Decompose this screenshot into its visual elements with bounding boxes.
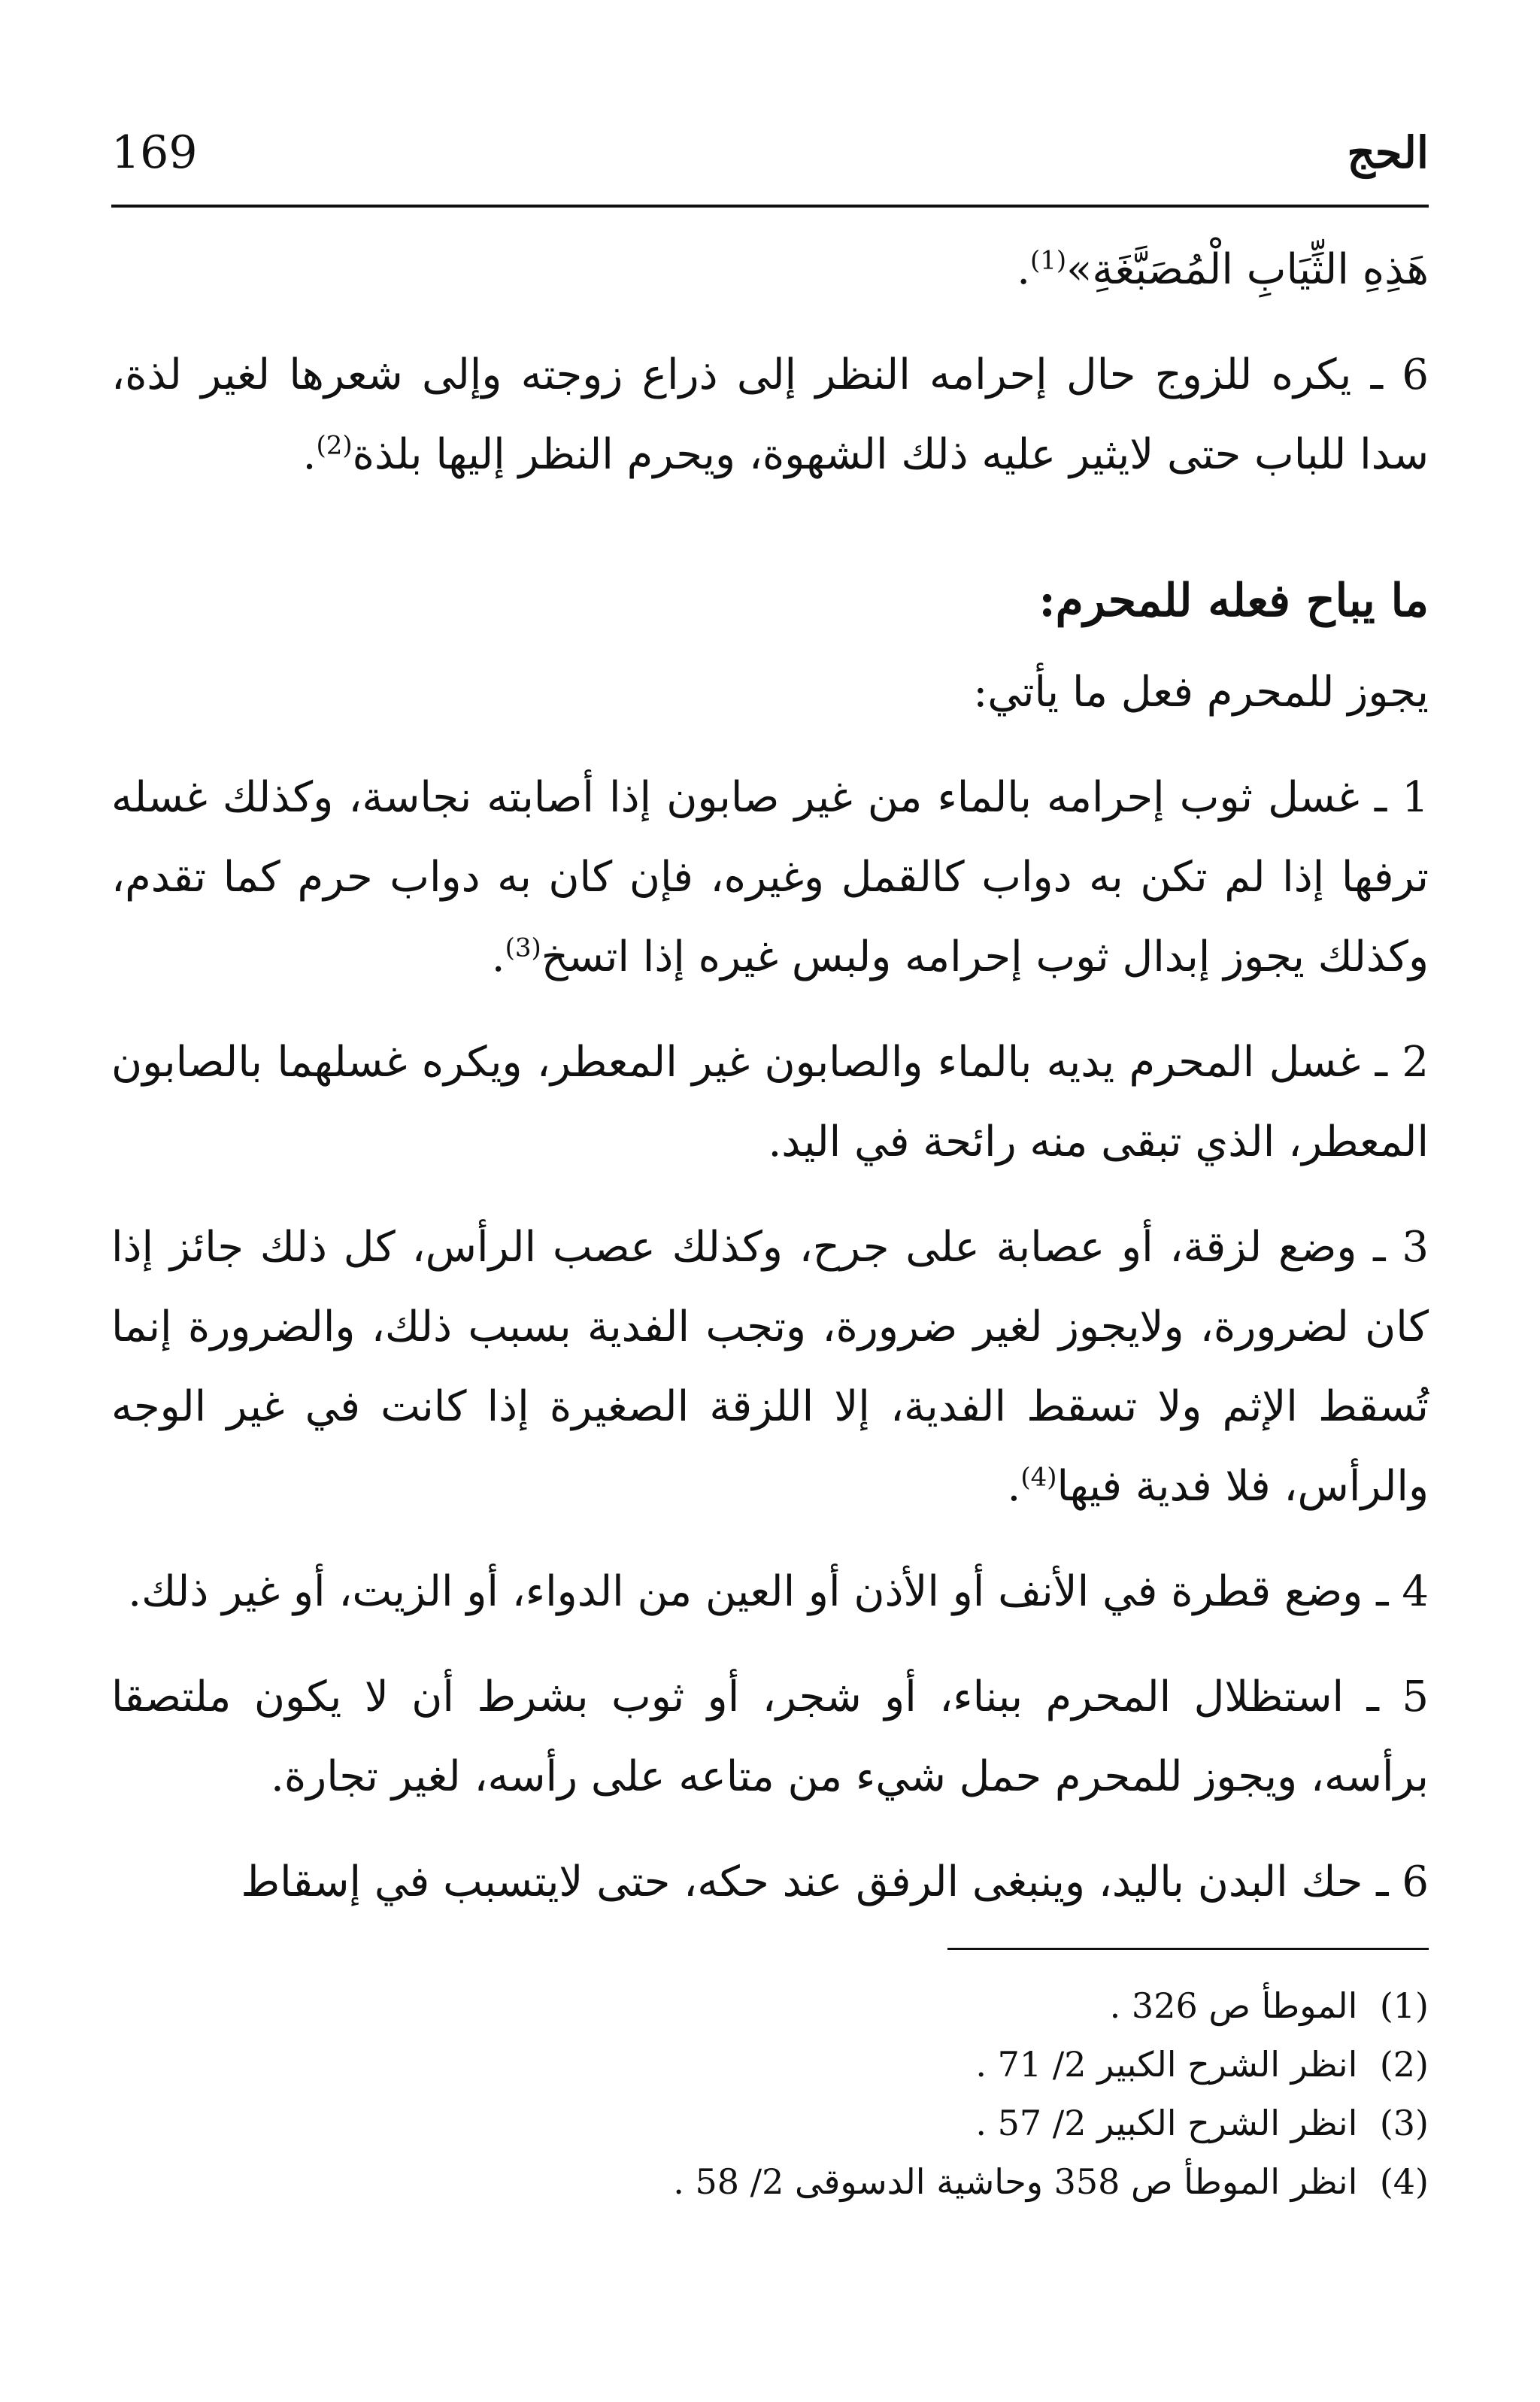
footnote-text: انظر الموطأ ص 358 وحاشية الدسوقى 2/ 58 .: [673, 2161, 1358, 2202]
item-1-end: .: [491, 933, 505, 981]
footnote-number: (4): [1379, 2161, 1429, 2202]
continuation-paragraph: [111, 230, 1429, 310]
intro-paragraph: يجوز للمحرم فعل ما يأتي:: [973, 668, 1429, 717]
footnotes-list: [111, 1976, 1429, 2211]
footnote-item: [111, 2035, 1429, 2094]
item-3-paragraph: [111, 1208, 1429, 1527]
continuation-text: هَذِهِ الثِّيَابِ الْمُصَبَّغَةِ»: [1066, 245, 1429, 294]
footnote-text: انظر الشرح الكبير 2/ 57 .: [975, 2103, 1358, 2143]
footnote-ref-1: (1): [1030, 245, 1067, 276]
item-5-paragraph: 5 ـ استظلال المحرم ببناء، أو شجر، أو ثوب بشرط أن لا يكون ملتصقا برأسه، ويجوز للمحرم حمل شيء من متاعه على رأسه، لغير تجارة.: [111, 1673, 1429, 1801]
item-3-text: 3 ـ وضع لزقة، أو عصابة على جرح، وكذلك عصب الرأس، كل ذلك جائز إذا كان لضرورة، ولايجوز لغير ضرورة، وتجب الفدية بسبب ذلك، والضرورة إنما تُسقط الإثم ولا تسقط الفدية، إلا اللزقة الصغيرة إذا كانت في غير الوجه والرأس، فلا فدية فيها: [111, 1223, 1429, 1511]
item-6-paragraph: 6 ـ حك البدن باليد، وينبغى الرفق عند حكه، حتى لايتسبب في إسقاط: [241, 1858, 1429, 1906]
footnote-number: (3): [1379, 2103, 1429, 2143]
footnote-number: (1): [1379, 1985, 1429, 2026]
item-1-text: 1 ـ غسل ثوب إحرامه بالماء من غير صابون إذا أصابته نجاسة، وكذلك غسله ترفها إذا لم تكن به دواب كالقمل وغيره، فإن كان به دواب حرم كما تقدم، وكذلك يجوز إبدال ثوب إحرامه ولبس غيره إذا اتسخ: [111, 773, 1429, 981]
footnote-text: الموطأ ص 326 .: [1109, 1985, 1358, 2026]
paragraph-6-text: 6 ـ يكره للزوج حال إحرامه النظر إلى ذراع زوجته وإلى شعرها لغير لذة، سدا للباب حتى لايثير عليه ذلك الشهوة، ويحرم النظر إليها بلذة: [111, 350, 1429, 479]
page-number: 169: [111, 126, 198, 179]
footnote-ref-2: (2): [316, 430, 353, 461]
header-rule: [111, 205, 1429, 208]
footnote-item: [111, 2094, 1429, 2152]
footnote-ref-3: (3): [505, 933, 541, 963]
footnote-item: [111, 2152, 1429, 2211]
continuation-end: .: [1017, 245, 1030, 294]
footnote-item: [111, 1976, 1429, 2035]
section-heading: ما يباح فعله للمحرم:: [1038, 575, 1429, 627]
paragraph-6-end: .: [302, 430, 317, 479]
running-head: الحج: [1347, 127, 1429, 178]
footnote-ref-4: (4): [1020, 1462, 1057, 1493]
item-3-end: .: [1007, 1462, 1021, 1511]
paragraph-6-spouse: [111, 335, 1429, 495]
item-1-paragraph: [111, 758, 1429, 997]
item-2-paragraph: 2 ـ غسل المحرم يديه بالماء والصابون غير المعطر، ويكره غسلهما بالصابون المعطر، الذي تبقى منه رائحة في اليد.: [111, 1038, 1429, 1166]
footnote-text: انظر الشرح الكبير 2/ 71 .: [975, 2044, 1358, 2085]
footnote-rule: [947, 1948, 1429, 1950]
footnote-number: (2): [1379, 2044, 1429, 2085]
item-4-paragraph: 4 ـ وضع قطرة في الأنف أو الأذن أو العين من الدواء، أو الزيت، أو غير ذلك.: [128, 1567, 1429, 1616]
main-text: [111, 230, 1429, 1922]
